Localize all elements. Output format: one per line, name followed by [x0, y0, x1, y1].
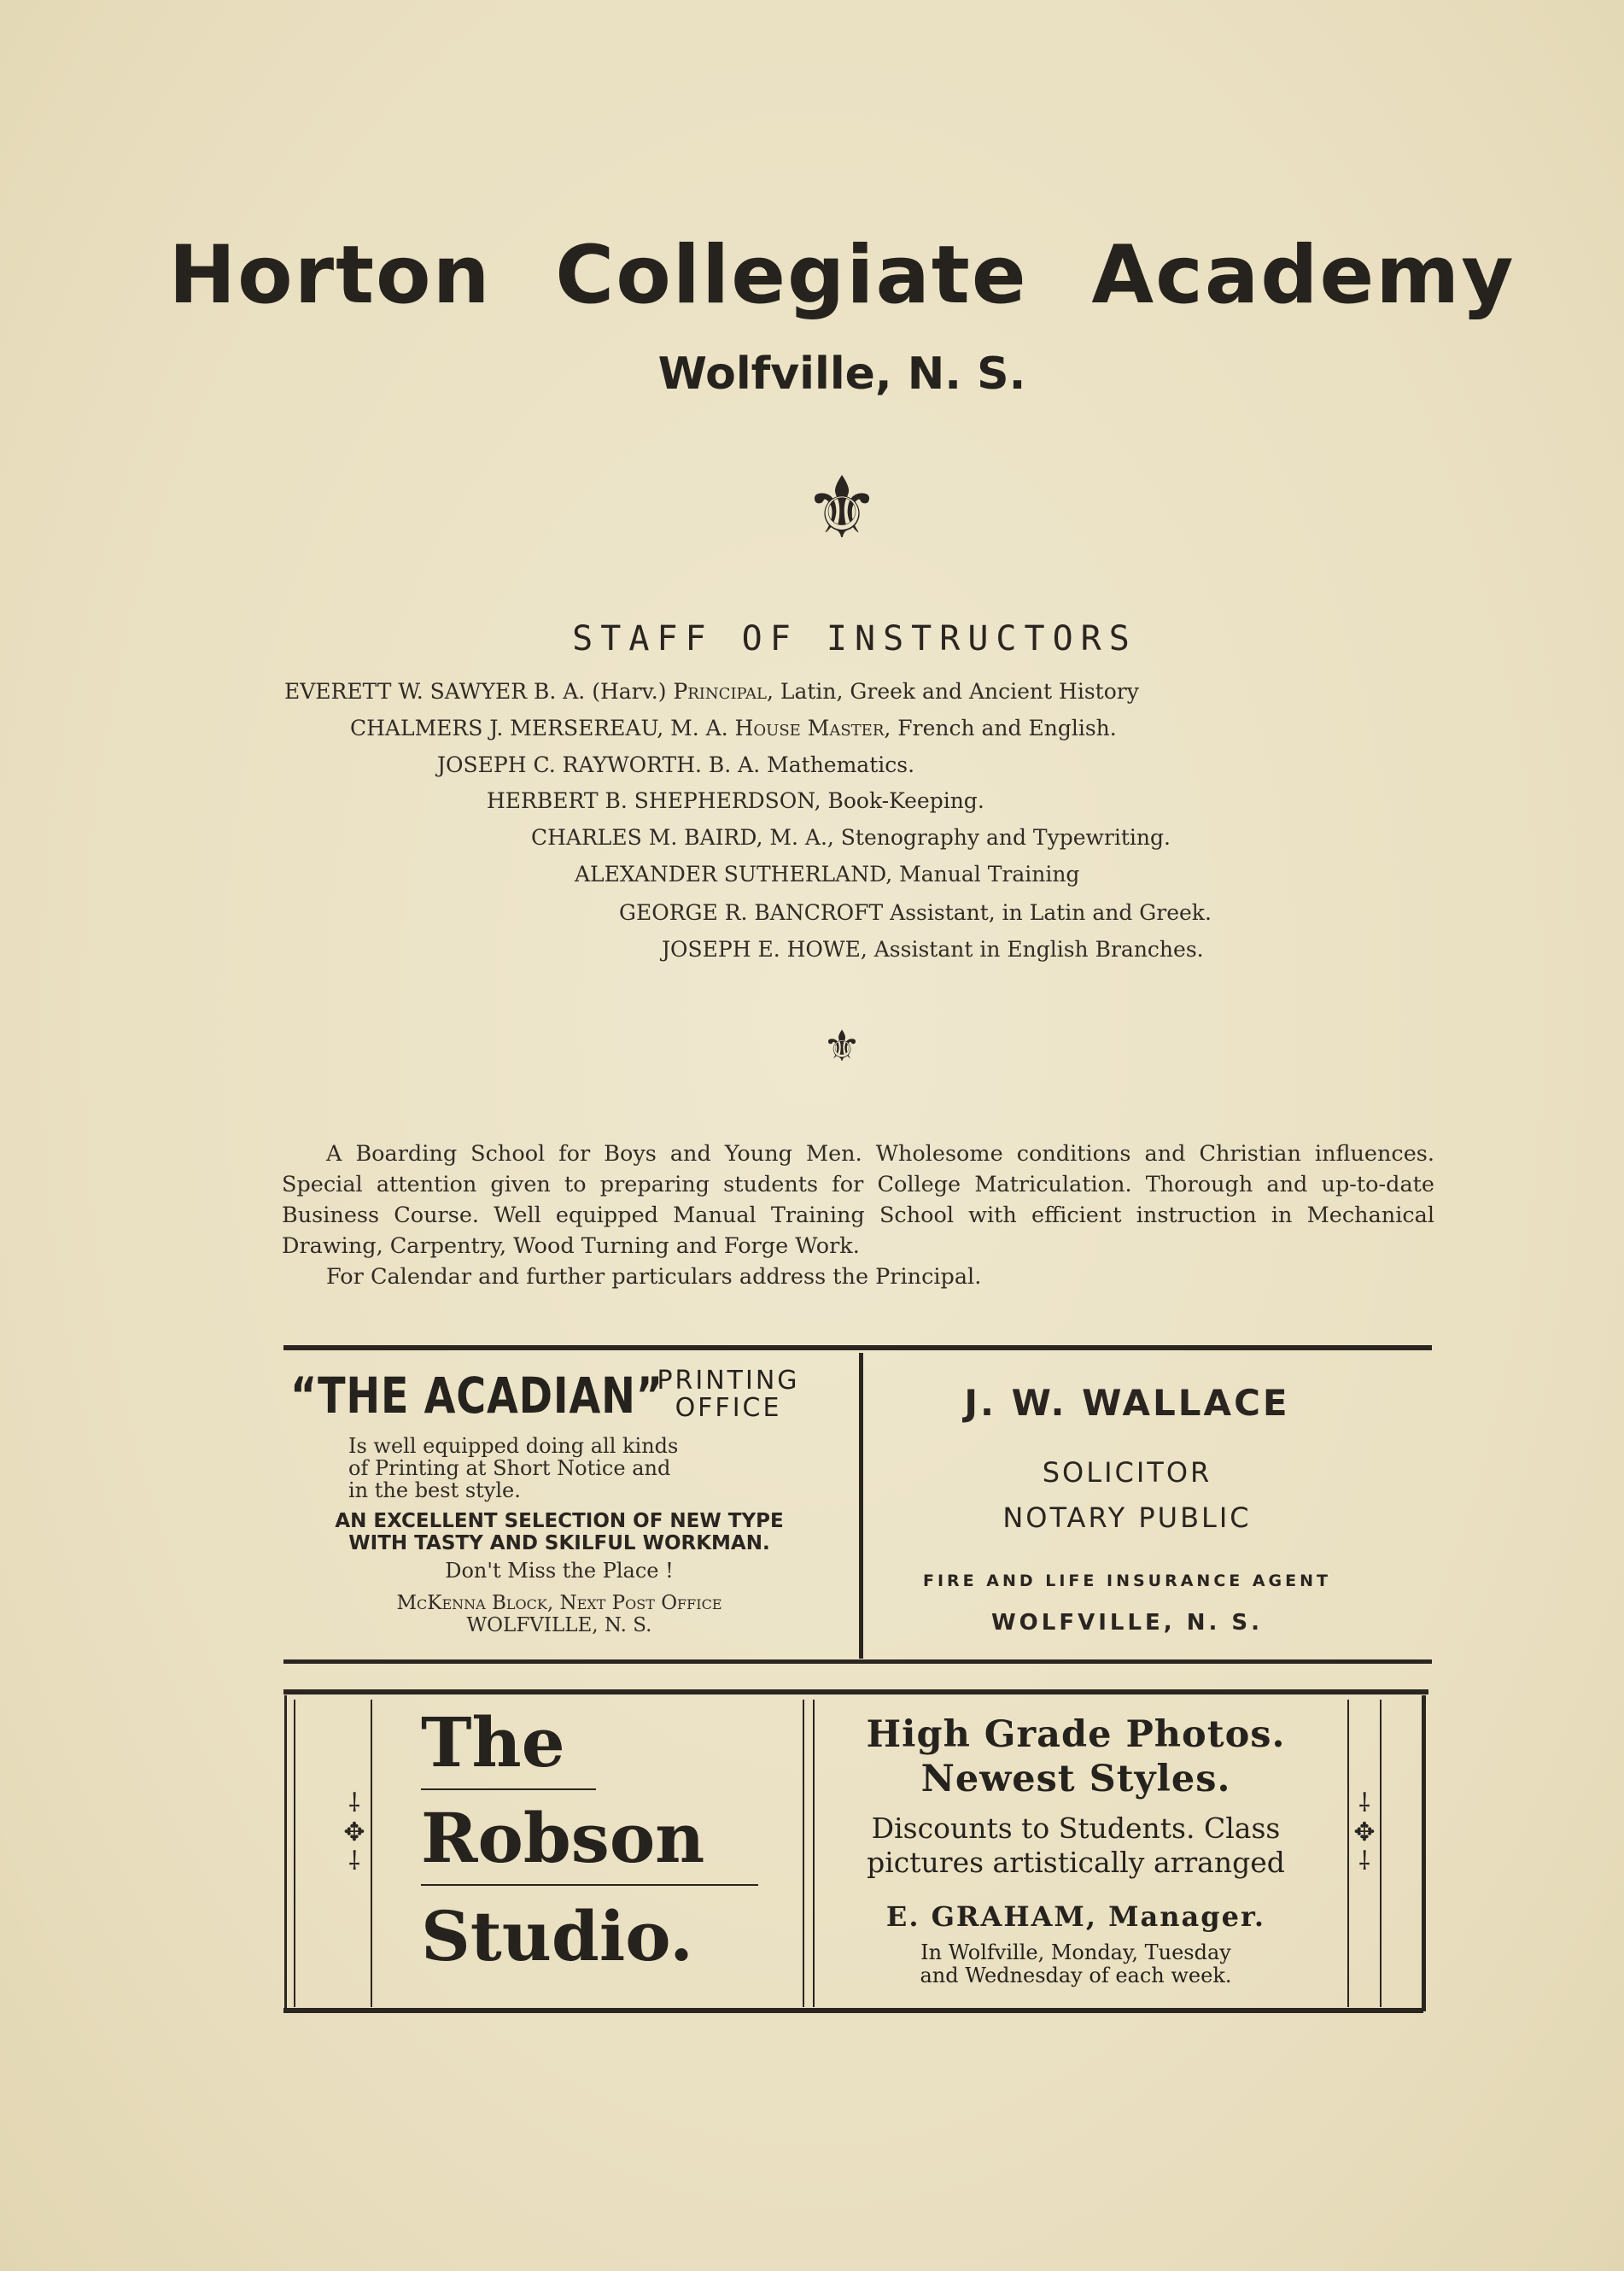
acadian-emphasis [290, 1510, 828, 1554]
staff-name: CHARLES M. BAIRD, M. A., [531, 825, 834, 850]
staff-name: GEORGE R. BANCROFT [619, 900, 884, 925]
staff-role: Assistant, in Latin and Greek. [890, 900, 1212, 925]
staff-member [662, 937, 1204, 963]
ornament-icon: ⸸ ✥ ⸸ [1353, 1788, 1376, 1876]
divider [813, 1700, 815, 2007]
staff-member [575, 862, 1079, 887]
staff-role-title: House Master, [734, 716, 891, 740]
staff-member [284, 679, 1139, 705]
acadian-kind-line: PRINTING [657, 1366, 800, 1396]
robson-details [841, 1712, 1311, 1987]
staff-role: Stenography and Typewriting. [840, 825, 1171, 850]
ornament-icon: ⸸ ✥ ⸸ [343, 1788, 365, 1876]
divider [859, 1353, 863, 1659]
page-subtitle: Wolfville, N. S. [657, 348, 1026, 400]
divider [421, 1884, 758, 1886]
staff-role: Manual Training [899, 862, 1080, 887]
staff-member [350, 716, 1117, 741]
staff-member [437, 752, 914, 778]
robson-word: Studio. [421, 1896, 694, 1976]
staff-name: HERBERT B. SHEPHERDSON, [487, 788, 821, 813]
acadian-dont-miss: Don't Miss the Place ! [445, 1559, 674, 1583]
robson-manager: E. GRAHAM, Manager. [885, 1900, 1266, 1933]
divider [1422, 1695, 1426, 2011]
divider [283, 1345, 1432, 1350]
page-title: Horton Collegiate Academy [168, 229, 1516, 322]
acadian-body-line: in the best style. [348, 1478, 521, 1502]
staff-member [619, 900, 1212, 926]
staff-role: Mathematics. [767, 752, 915, 777]
robson-days-line: and Wednesday of each week. [920, 1964, 1232, 1987]
robson-tagline: High Grade Photos. [866, 1713, 1286, 1756]
staff-member [487, 788, 984, 814]
acadian-kind-line: OFFICE [675, 1393, 782, 1423]
staff-name: EVERETT W. SAWYER B. A. (Harv.) [284, 679, 667, 704]
staff-name: JOSEPH C. RAYWORTH. B. A. [437, 752, 761, 777]
staff-name: CHALMERS J. MERSEREAU, M. A. [350, 716, 728, 740]
staff-name: ALEXANDER SUTHERLAND, [575, 862, 893, 887]
robson-discounts [841, 1812, 1311, 1880]
divider [421, 1788, 596, 1790]
divider [803, 1700, 804, 2007]
acadian-name: “THE ACADIAN” [290, 1367, 663, 1425]
acadian-kind [634, 1367, 822, 1422]
staff-role: Latin, Greek and Ancient History [780, 679, 1139, 704]
staff-role: Book-Keeping. [827, 788, 984, 813]
description [282, 1138, 1434, 1292]
robson-tagline: Newest Styles. [920, 1758, 1231, 1800]
robson-word: The [421, 1702, 565, 1782]
staff-heading: STAFF OF INSTRUCTORS [572, 619, 1137, 658]
robson-discounts-line: Discounts to Students. Class [871, 1812, 1281, 1845]
description-paragraph: A Boarding School for Boys and Young Men. Wholesome conditions and Christian influences. Special attention given to preparing students for College Matriculation. Thorough and up-to-date Business Course. Well equipped Manual Training School with efficient instruction in Mechanical Drawing, Carpentry, Wood Turning and Forge Work. [282, 1141, 1434, 1259]
staff-role-title: Principal, [673, 679, 774, 704]
divider [283, 1689, 1428, 1694]
divider [283, 2008, 1423, 2013]
acadian-body-line: of Printing at Short Notice and [348, 1456, 671, 1480]
acadian-emphasis-line: WITH TASTY AND SKILFUL WORKMAN. [348, 1532, 770, 1554]
divider [284, 1695, 287, 2011]
wallace-title: SOLICITOR [1042, 1456, 1212, 1489]
staff-role: Assistant in English Branches. [873, 937, 1204, 962]
robson-days [841, 1941, 1311, 1987]
acadian-address-line: WOLFVILLE, N. S. [466, 1614, 652, 1636]
acadian-body [348, 1435, 678, 1501]
divider [283, 1659, 1432, 1664]
wallace-town: WOLFVILLE, N. S. [990, 1610, 1264, 1636]
acadian-address-line: McKenna Block, Next Post Office [396, 1592, 722, 1614]
wallace-title: NOTARY PUBLIC [1002, 1501, 1252, 1534]
fleur-de-lis-icon: ⚜ [822, 1021, 862, 1071]
staff-role: French and English. [897, 716, 1117, 740]
wallace-name: J. W. WALLACE [964, 1382, 1290, 1424]
acadian-address [290, 1592, 828, 1636]
wallace-insurance: FIRE AND LIFE INSURANCE AGENT [922, 1572, 1331, 1590]
divider [294, 1700, 295, 2007]
acadian-body-line: Is well equipped doing all kinds [348, 1434, 679, 1458]
acadian-emphasis-line: AN EXCELLENT SELECTION OF NEW TYPE [335, 1510, 784, 1532]
description-paragraph: For Calendar and further particulars address the Principal. [326, 1264, 982, 1290]
staff-member [531, 825, 1171, 851]
robson-discounts-line: pictures artistically arranged [867, 1846, 1285, 1879]
robson-days-line: In Wolfville, Monday, Tuesday [920, 1940, 1231, 1964]
staff-name: JOSEPH E. HOWE, [662, 937, 867, 962]
robson-word: Robson [421, 1798, 705, 1878]
fleur-de-lis-icon: ⚜ [803, 458, 880, 558]
